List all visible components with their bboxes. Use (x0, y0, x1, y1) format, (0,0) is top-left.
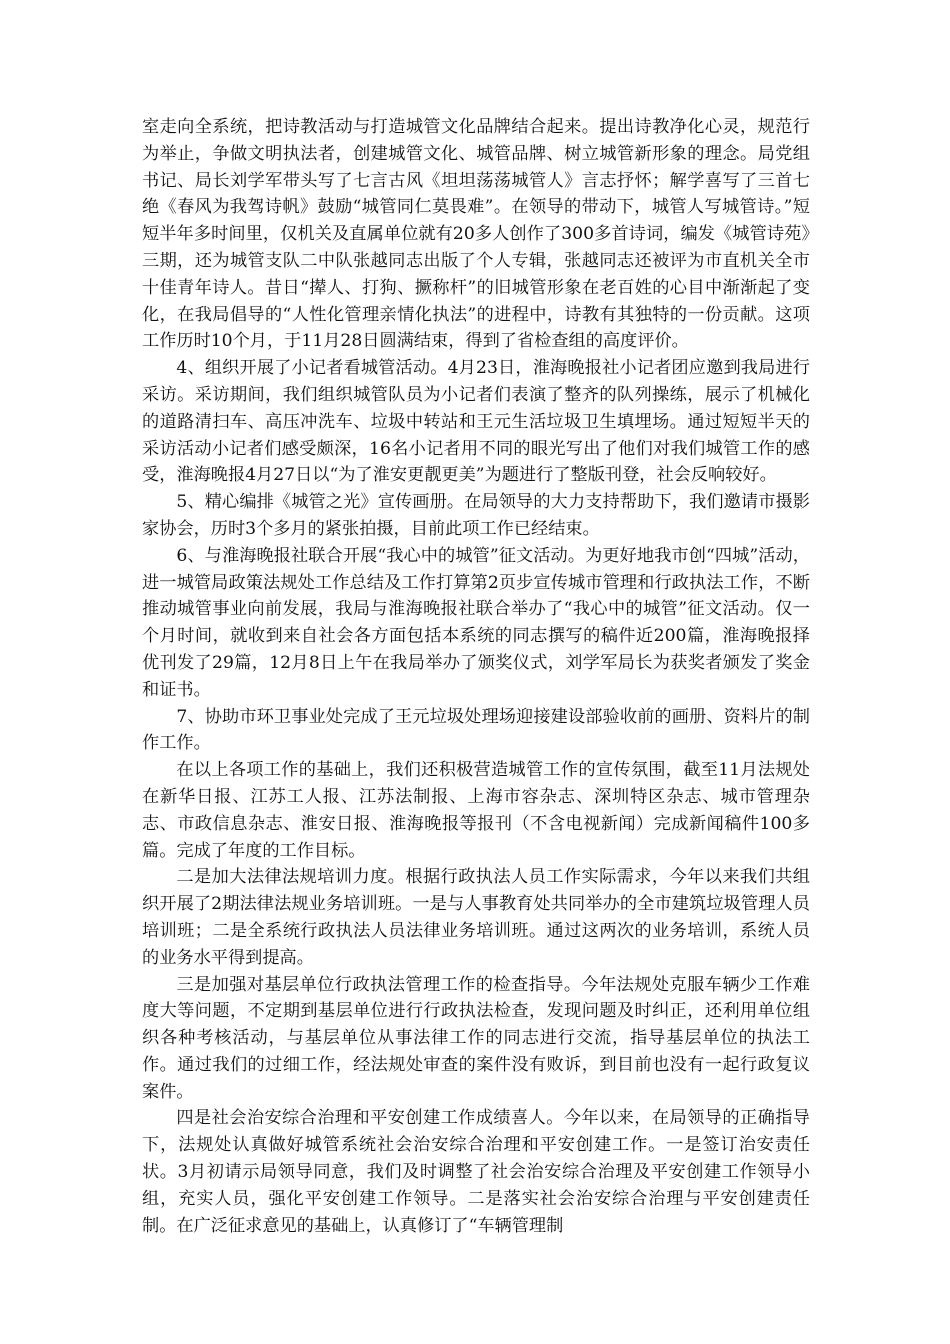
paragraph-public-security: 四是社会治安综合治理和平安创建工作成绩喜人。今年以来，在局领导的正确指导下，法规处认真做好城管系统社会治安综合治理和平安创建工作。一是签订治安责任状。3月初请示局领导同意，我们及时调整了社会治安综合治理及平安创建工作领导小组，充实人员，强化平安创建工作领导。二是落实社会治安综合治理与平安创建责任制。在广泛征求意见的基础上，认真修订了“车辆管理制 (142, 1108, 810, 1236)
paragraph-legal-training: 二是加大法律法规培训力度。根据行政执法人员工作实际需求，今年以来我们共组织开展了2期法律法规业务培训班。一是与人事教育处共同举办的全市建筑垃圾管理人员培训班；二是全系统行政执法人员法律业务培训班。通过这两次的业务培训，系统人员的业务水平得到提高。 (142, 867, 810, 968)
paragraph-enforcement-inspection: 三是加强对基层单位行政执法管理工作的检查指导。今年法规处克服车辆少工作难度大等问题，不定期到基层单位进行行政执法检查，发现问题及时纠正，还利用单位组织各种考核活动，与基层单位从事法律工作的同志进行交流，指导基层单位的执法工作。通过我们的过细工作，经法规处审查的案件没有败诉，到目前也没有一起行政复议案件。 (142, 974, 810, 1102)
paragraph-young-reporters: 4、组织开展了小记者看城管活动。4月23日，淮海晚报社小记者团应邀到我局进行采访。采访期间，我们组织城管队员为小记者们表演了整齐的队列操练，展示了机械化的道路清扫车、高压冲洗车、垃圾中转站和王元生活垃圾卫生填埋场。通过短短半天的采访活动小记者们感受颇深，16名小记者用不同的眼光写出了他们对我们城管工作的感受，淮海晚报4月27日以“为了淮安更靓更美”为题进行了整版刊登，社会反响较好。 (142, 358, 810, 486)
paragraph-essay-contest: 6、与淮海晚报社联合开展“我心中的城管”征文活动。为更好地我市创“四城”活动，进一城管局政策法规处工作总结及工作打算第2页步宣传城市管理和行政执法工作，不断推动城管事业向前发展，我局与淮海晚报社联合举办了“我心中的城管”征文活动。仅一个月时间，就收到来自社会各方面包括本系统的同志撰写的稿件近200篇，淮海晚报择优刊发了29篇，12月8日上午在我局举办了颁奖仪式，刘学军局长为获奖者颁发了奖金和证书。 (142, 545, 810, 700)
paragraph-photo-album: 5、精心编排《城管之光》宣传画册。在局领导的大力支持帮助下，我们邀请市摄影家协会，历时3个多月的紧张拍摄，目前此项工作已经结束。 (142, 492, 810, 539)
paragraph-publicity-summary: 在以上各项工作的基础上，我们还积极营造城管工作的宣传氛围，截至11月法规处在新华日报、江苏工人报、江苏法制报、上海市容杂志、深圳特区杂志、城市管理杂志、市政信息杂志、淮安日报、淮海晚报等报刊（不含电视新闻）完成新闻稿件100多篇。完成了年度的工作目标。 (142, 760, 810, 861)
document-page (142, 114, 810, 1239)
paragraph-poetry-education: 室走向全系统，把诗教活动与打造城管文化品牌结合起来。提出诗教净化心灵，规范行为举止，争做文明执法者，创建城管文化、城管品牌、树立城管新形象的理念。局党组书记、局长刘学军带头写了七言古风《坦坦荡荡城管人》言志抒怀；解学喜写了三首七绝《春风为我驾诗帆》鼓励“城管同仁莫畏难”。在领导的带动下，城管人写城管诗。”短短半年多时间里，仅机关及直属单位就有20多人创作了300多首诗词，编发《城管诗苑》三期，还为城管支队二中队张越同志出版了个人专辑，张越同志还被评为市直机关全市十佳青年诗人。昔日“撵人、打狗、撅称杆”的旧城管形象在老百姓的心目中渐渐起了变化，在我局倡导的“人性化管理亲情化执法”的进程中，诗教有其独特的一份贡献。这项工作历时10个月，于11月28日圆满结束，得到了省检查组的高度评价。 (142, 117, 810, 352)
paragraph-landfill-album: 7、协助市环卫事业处完成了王元垃圾处理场迎接建设部验收前的画册、资料片的制作工作。 (142, 706, 810, 754)
